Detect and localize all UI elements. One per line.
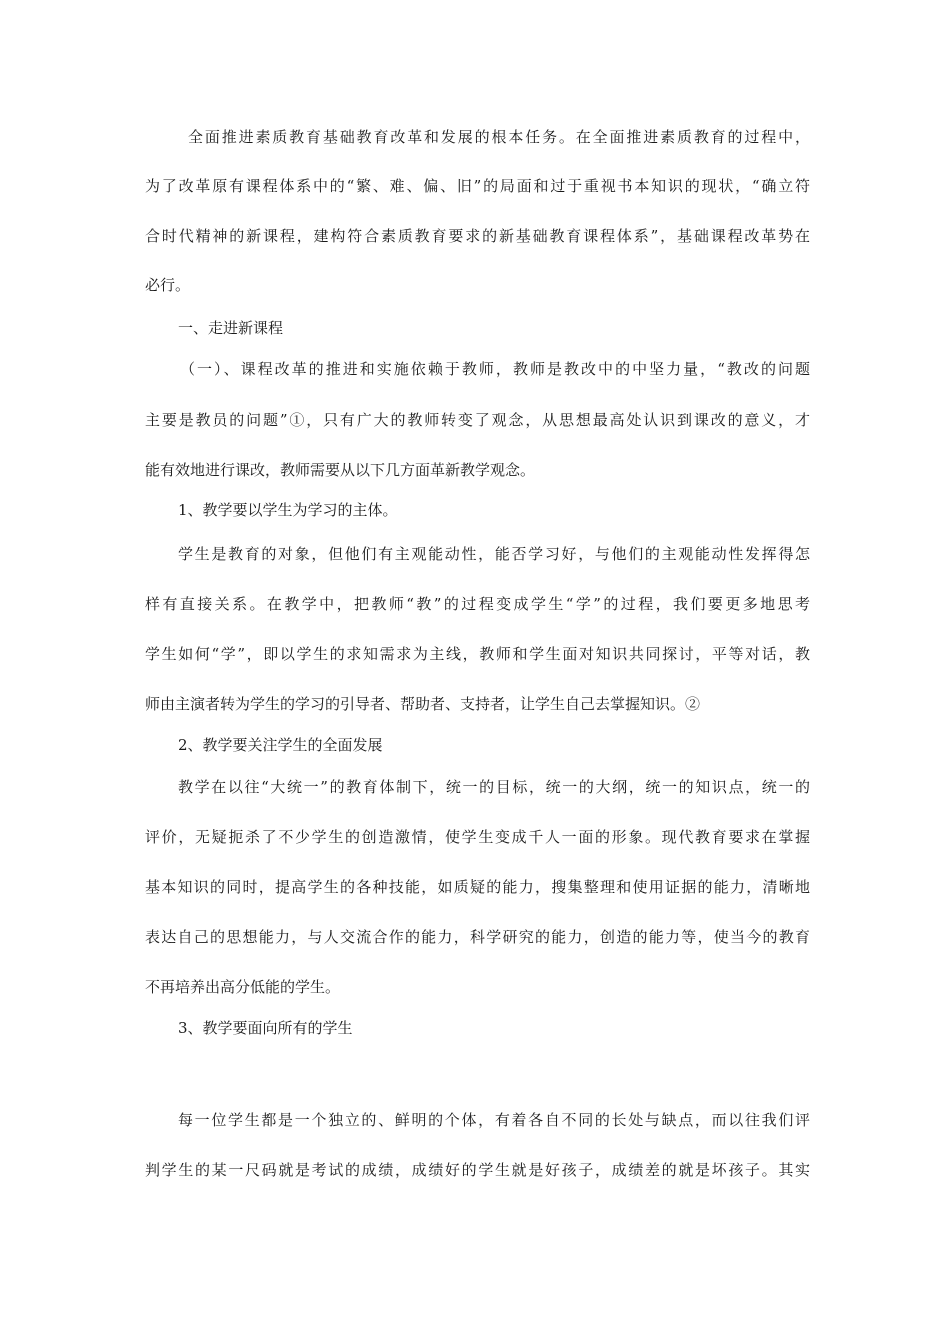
paragraph-3-line-5: 不再培养出高分低能的学生。	[145, 978, 341, 996]
paragraph-4-line-1: 每一位学生都是一个独立的、鲜明的个体，有着各自不同的长处与缺点，而以往我们评	[178, 1111, 810, 1129]
paragraph-1-line-2: 主要是教员的问题”①，只有广大的教师转变了观念，从思想最高处认识到课改的意义，才	[145, 411, 810, 429]
subheading-3: 3、教学要面向所有的学生	[178, 1019, 353, 1037]
paragraph-intro-line-1: 全面推进素质教育基础教育改革和发展的根本任务。在全面推进素质教育的过程中，	[188, 128, 810, 146]
section-heading-1: 一、走进新课程	[178, 319, 284, 337]
paragraph-1-line-1: （一）、课程改革的推进和实施依赖于教师，教师是教改中的中坚力量，“教改的问题	[180, 360, 810, 378]
paragraph-2-line-1: 学生是教育的对象，但他们有主观能动性，能否学习好，与他们的主观能动性发挥得怎	[178, 545, 810, 563]
paragraph-intro-line-3: 合时代精神的新课程，建构符合素质教育要求的新基础教育课程体系”，基础课程改革势在	[145, 227, 810, 245]
paragraph-3-line-1: 教学在以往“大统一”的教育体制下，统一的目标，统一的大纲，统一的知识点，统一的	[178, 778, 810, 796]
paragraph-2-line-3: 学生如何“学”，即以学生的求知需求为主线，教师和学生面对知识共同探讨，平等对话，教	[145, 645, 810, 663]
subheading-1: 1、教学要以学生为学习的主体。	[178, 501, 398, 519]
subheading-2: 2、教学要关注学生的全面发展	[178, 736, 383, 754]
paragraph-3-line-4: 表达自己的思想能力，与人交流合作的能力，科学研究的能力，创造的能力等，使当今的教育	[145, 928, 810, 946]
paragraph-intro-line-4: 必行。	[145, 276, 191, 294]
paragraph-2-line-2: 样有直接关系。在教学中，把教师“教”的过程变成学生“学”的过程，我们要更多地思考	[145, 595, 810, 613]
paragraph-3-line-3: 基本知识的同时，提高学生的各种技能，如质疑的能力，搜集整理和使用证据的能力，清晰地	[145, 878, 810, 896]
paragraph-2-line-4: 师由主演者转为学生的学习的引导者、帮助者、支持者，让学生自己去掌握知识。②	[145, 695, 701, 713]
paragraph-3-line-2: 评价，无疑扼杀了不少学生的创造激情，使学生变成千人一面的形象。现代教育要求在掌握	[145, 828, 810, 846]
paragraph-intro-line-2: 为了改革原有课程体系中的“繁、难、偏、旧”的局面和过于重视书本知识的现状，“确立符	[145, 177, 810, 195]
paragraph-4-line-2: 判学生的某一尺码就是考试的成绩，成绩好的学生就是好孩子，成绩差的就是坏孩子。其实	[145, 1161, 810, 1179]
paragraph-1-line-3: 能有效地进行课改，教师需要从以下几方面革新教学观念。	[145, 461, 536, 479]
